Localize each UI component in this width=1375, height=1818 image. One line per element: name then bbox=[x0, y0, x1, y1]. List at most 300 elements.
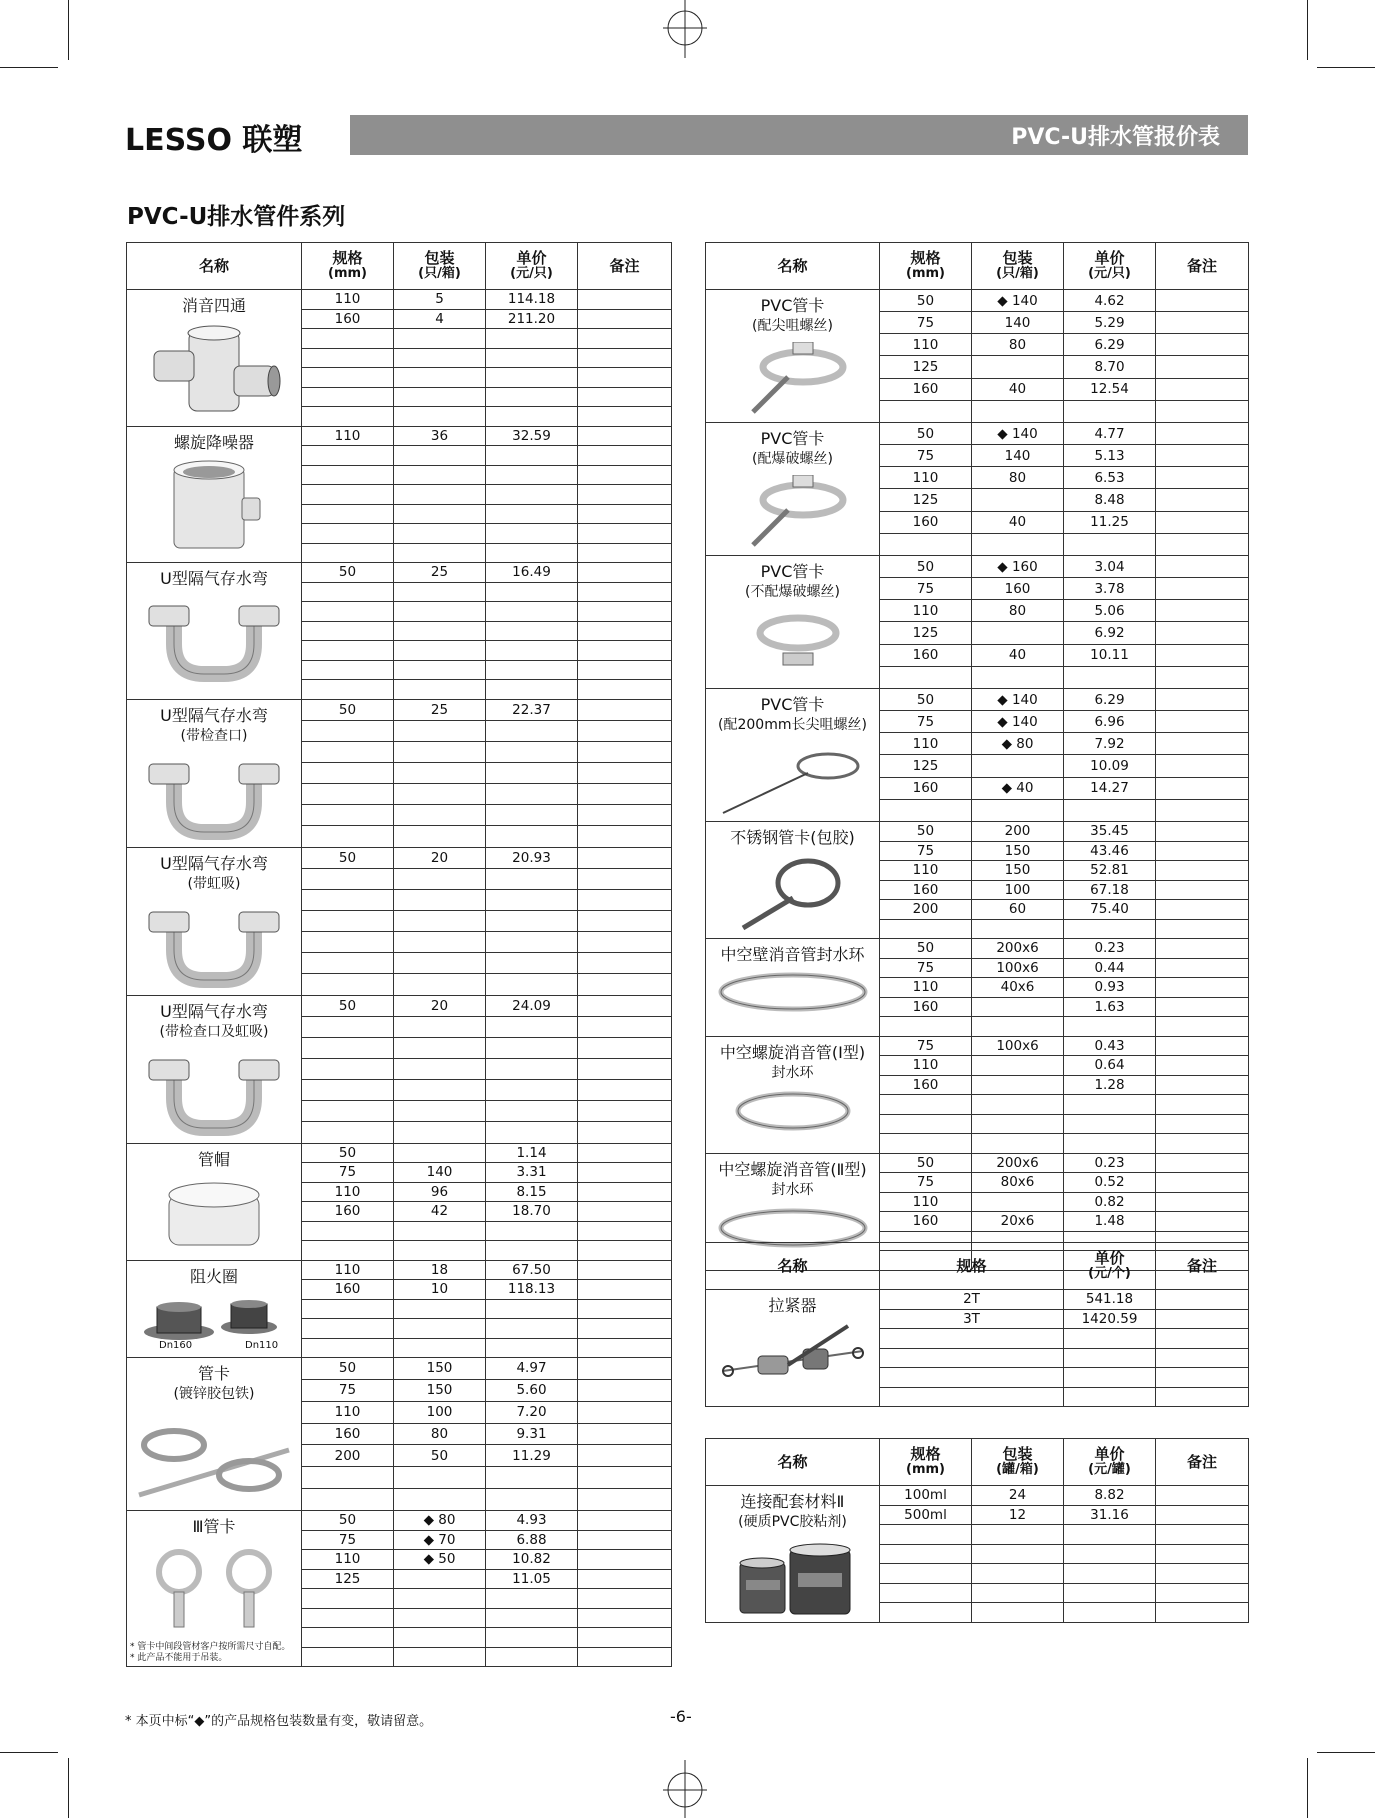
price-cell: 211.20 bbox=[486, 309, 578, 329]
spec-cell bbox=[302, 1608, 394, 1628]
note-cell bbox=[1156, 841, 1249, 861]
price-cell: 11.25 bbox=[1064, 511, 1156, 533]
note-cell bbox=[578, 974, 672, 995]
pack-cell bbox=[972, 489, 1064, 511]
price-cell: 3.04 bbox=[1064, 556, 1156, 578]
pack-cell bbox=[394, 720, 486, 741]
header-note: 备注 bbox=[1156, 1439, 1249, 1486]
note-cell bbox=[578, 602, 672, 622]
pack-cell bbox=[394, 1080, 486, 1101]
product-subtitle: (不配爆破螺丝) bbox=[745, 584, 840, 600]
table-row bbox=[127, 847, 672, 868]
pack-cell bbox=[972, 1075, 1064, 1095]
price-cell bbox=[486, 329, 578, 349]
price-cell bbox=[486, 932, 578, 953]
pack-cell bbox=[972, 622, 1064, 644]
spec-cell: 160 bbox=[302, 1423, 394, 1445]
price-cell bbox=[486, 348, 578, 368]
pack-cell: 150 bbox=[972, 861, 1064, 881]
pack-cell bbox=[394, 582, 486, 602]
header-note: 备注 bbox=[578, 243, 672, 290]
spec-cell: 75 bbox=[880, 711, 972, 733]
pack-cell: ◆ 140 bbox=[972, 290, 1064, 312]
price-cell bbox=[486, 680, 578, 700]
price-cell bbox=[486, 582, 578, 602]
note-cell bbox=[1156, 290, 1249, 312]
spec-cell bbox=[302, 889, 394, 910]
price-cell: 0.93 bbox=[1064, 978, 1156, 998]
note-cell bbox=[578, 563, 672, 583]
note-cell bbox=[578, 1401, 672, 1423]
pack-cell bbox=[394, 762, 486, 783]
spec-cell: 110 bbox=[880, 733, 972, 755]
note-cell bbox=[578, 543, 672, 563]
spec-cell: 125 bbox=[880, 356, 972, 378]
spec-cell bbox=[302, 1299, 394, 1319]
note-cell bbox=[578, 1016, 672, 1037]
pack-cell: ◆ 40 bbox=[972, 777, 1064, 799]
pack-cell: 150 bbox=[394, 1379, 486, 1401]
note-cell bbox=[1156, 799, 1249, 821]
note-cell bbox=[1156, 997, 1249, 1017]
pack-cell bbox=[394, 1338, 486, 1358]
seal-ring-image bbox=[713, 970, 873, 1020]
price-cell: 1420.59 bbox=[1064, 1309, 1156, 1329]
price-cell: 12.54 bbox=[1064, 378, 1156, 400]
pack-cell bbox=[972, 356, 1064, 378]
header-name: 名称 bbox=[127, 243, 302, 290]
table-row bbox=[706, 939, 1249, 959]
pack-cell bbox=[972, 533, 1064, 555]
pack-cell bbox=[394, 1489, 486, 1511]
price-cell bbox=[1064, 666, 1156, 688]
note-cell bbox=[578, 504, 672, 524]
price-cell bbox=[486, 889, 578, 910]
pack-cell: 20 bbox=[394, 995, 486, 1016]
spec-cell bbox=[302, 641, 394, 661]
price-cell: 7.20 bbox=[486, 1401, 578, 1423]
pack-cell bbox=[394, 641, 486, 661]
product-note: * 此产品不能用于吊装。 bbox=[130, 1653, 228, 1663]
spec-cell bbox=[302, 465, 394, 485]
note-cell bbox=[578, 329, 672, 349]
note-cell bbox=[578, 1358, 672, 1380]
spec-cell: 125 bbox=[880, 489, 972, 511]
spec-cell bbox=[302, 1080, 394, 1101]
price-cell bbox=[486, 762, 578, 783]
pack-cell bbox=[972, 919, 1064, 939]
product-subtitle: 封水环 bbox=[771, 1064, 814, 1081]
table-row bbox=[127, 290, 672, 310]
pack-cell: 40 bbox=[972, 511, 1064, 533]
price-cell bbox=[486, 1101, 578, 1122]
pack-cell: 40 bbox=[972, 644, 1064, 666]
note-cell bbox=[1156, 622, 1249, 644]
product-subtitle: (带检查口) bbox=[180, 727, 248, 744]
price-cell: 24.09 bbox=[486, 995, 578, 1016]
pack-cell bbox=[394, 1122, 486, 1143]
price-cell: 4.97 bbox=[486, 1358, 578, 1380]
stainless-clamp-image bbox=[723, 853, 863, 938]
pipe-clamp-image bbox=[134, 1410, 294, 1510]
pack-cell bbox=[972, 666, 1064, 688]
spec-cell: 50 bbox=[302, 847, 394, 868]
product-subtitle: (配爆破螺丝) bbox=[752, 451, 833, 467]
price-cell: 5.29 bbox=[1064, 312, 1156, 334]
price-cell: 22.37 bbox=[486, 699, 578, 720]
spec-cell bbox=[302, 387, 394, 407]
pack-cell: 50 bbox=[394, 1445, 486, 1467]
pack-cell: 10 bbox=[394, 1280, 486, 1300]
product-name: U型隔气存水弯 bbox=[160, 569, 268, 588]
pack-cell: 96 bbox=[394, 1182, 486, 1202]
spec-cell: 100ml bbox=[880, 1486, 972, 1506]
note-cell bbox=[578, 1628, 672, 1648]
pack-cell bbox=[394, 889, 486, 910]
crop-mark bbox=[68, 1758, 69, 1818]
price-cell: 0.23 bbox=[1064, 939, 1156, 959]
spec-cell bbox=[302, 1101, 394, 1122]
note-cell bbox=[1156, 445, 1249, 467]
doc-title: PVC-U排水管报价表 bbox=[1011, 125, 1220, 150]
note-cell bbox=[578, 524, 672, 544]
spec-cell bbox=[302, 910, 394, 931]
spec-cell bbox=[302, 329, 394, 349]
note-cell bbox=[1156, 711, 1249, 733]
note-cell bbox=[1156, 578, 1249, 600]
product-subtitle: (配尖咀螺丝) bbox=[752, 318, 833, 334]
note-cell bbox=[578, 1467, 672, 1489]
spec-cell bbox=[302, 485, 394, 505]
note-cell bbox=[578, 407, 672, 427]
price-cell: 10.09 bbox=[1064, 755, 1156, 777]
registration-mark-icon bbox=[660, 1760, 710, 1818]
note-cell bbox=[1156, 1056, 1249, 1076]
pack-cell bbox=[394, 953, 486, 974]
header-price: 单价 (元/只) bbox=[486, 243, 578, 290]
note-cell bbox=[1156, 1192, 1249, 1212]
spec-cell: 50 bbox=[302, 1358, 394, 1380]
spec-cell bbox=[302, 1628, 394, 1648]
header-price: 单价 (元/罐) bbox=[1064, 1439, 1156, 1486]
price-cell: 7.92 bbox=[1064, 733, 1156, 755]
table-row bbox=[127, 995, 672, 1016]
product-name: PVC管卡 bbox=[760, 296, 825, 315]
price-cell: 1.14 bbox=[486, 1143, 578, 1163]
pack-cell bbox=[972, 1056, 1064, 1076]
product-subtitle: (带检查口及虹吸) bbox=[159, 1023, 269, 1040]
pack-cell: 140 bbox=[972, 312, 1064, 334]
pack-cell bbox=[394, 387, 486, 407]
price-cell bbox=[486, 1221, 578, 1241]
price-cell: 4.62 bbox=[1064, 290, 1156, 312]
price-cell: 6.96 bbox=[1064, 711, 1156, 733]
spec-cell: 50 bbox=[302, 699, 394, 720]
pack-cell bbox=[394, 1058, 486, 1079]
pack-cell bbox=[972, 1095, 1064, 1115]
price-cell bbox=[1064, 799, 1156, 821]
u-trap-siphon-image bbox=[144, 900, 284, 995]
product-cell bbox=[706, 689, 880, 822]
spec-cell bbox=[302, 1058, 394, 1079]
product-cell bbox=[127, 995, 302, 1143]
price-cell: 6.53 bbox=[1064, 467, 1156, 489]
price-cell bbox=[486, 660, 578, 680]
note-cell bbox=[1156, 533, 1249, 555]
footnote: * 本页中标“◆”的产品规格包装数量有变，敬请留意。 bbox=[125, 1714, 433, 1729]
table-row bbox=[127, 699, 672, 720]
note-cell bbox=[1156, 1290, 1249, 1310]
spec-cell: 110 bbox=[880, 861, 972, 881]
pack-cell bbox=[394, 680, 486, 700]
price-cell: 1.48 bbox=[1064, 1212, 1156, 1232]
product-cell bbox=[127, 563, 302, 700]
spec-cell: 50 bbox=[880, 1153, 972, 1173]
note-cell bbox=[578, 932, 672, 953]
pack-cell: 200x6 bbox=[972, 939, 1064, 959]
pack-cell: 4 bbox=[394, 309, 486, 329]
spec-cell: 50 bbox=[880, 939, 972, 959]
product-name: 中空螺旋消音管(Ⅱ型) bbox=[718, 1159, 867, 1179]
pack-cell: 42 bbox=[394, 1202, 486, 1222]
price-cell bbox=[486, 1628, 578, 1648]
pack-cell: 160 bbox=[972, 578, 1064, 600]
price-cell: 14.27 bbox=[1064, 777, 1156, 799]
product-cell bbox=[706, 423, 880, 556]
price-cell: 3.31 bbox=[486, 1163, 578, 1183]
spec-cell: 160 bbox=[880, 777, 972, 799]
price-cell bbox=[1064, 919, 1156, 939]
price-cell: 8.82 bbox=[1064, 1486, 1156, 1506]
product-cell bbox=[127, 1260, 302, 1358]
pack-cell: 80 bbox=[394, 1423, 486, 1445]
product-cell bbox=[127, 1511, 302, 1667]
header-spec: 规格 (mm) bbox=[880, 1439, 972, 1486]
pack-cell bbox=[394, 465, 486, 485]
price-cell: 5.06 bbox=[1064, 600, 1156, 622]
spec-cell bbox=[302, 524, 394, 544]
price-cell: 5.13 bbox=[1064, 445, 1156, 467]
spec-cell: 160 bbox=[880, 511, 972, 533]
spec-cell bbox=[880, 799, 972, 821]
price-cell: 67.50 bbox=[486, 1260, 578, 1280]
pack-cell: ◆ 140 bbox=[972, 689, 1064, 711]
spec-cell: 110 bbox=[302, 1182, 394, 1202]
spec-cell: 160 bbox=[880, 997, 972, 1017]
note-cell bbox=[578, 426, 672, 446]
pack-cell bbox=[394, 504, 486, 524]
size-label: Dn110 bbox=[245, 1340, 279, 1351]
price-cell bbox=[486, 1122, 578, 1143]
spec-cell bbox=[302, 660, 394, 680]
u-trap-image bbox=[144, 594, 284, 689]
spec-cell: 110 bbox=[880, 600, 972, 622]
note-cell bbox=[1156, 1212, 1249, 1232]
spec-cell bbox=[880, 400, 972, 422]
note-cell bbox=[578, 387, 672, 407]
crop-mark bbox=[1307, 1758, 1308, 1818]
table-row bbox=[706, 689, 1249, 711]
spec-cell: 75 bbox=[302, 1163, 394, 1183]
note-cell bbox=[578, 1163, 672, 1183]
price-cell: 0.64 bbox=[1064, 1056, 1156, 1076]
tensioner-image bbox=[718, 1321, 868, 1391]
note-cell bbox=[578, 910, 672, 931]
note-cell bbox=[1156, 356, 1249, 378]
product-cell bbox=[706, 939, 880, 1037]
note-cell bbox=[578, 641, 672, 661]
spec-cell bbox=[880, 1095, 972, 1115]
pack-cell: 80x6 bbox=[972, 1173, 1064, 1193]
note-cell bbox=[1156, 312, 1249, 334]
product-name: 消音四通 bbox=[181, 296, 246, 315]
price-cell bbox=[486, 504, 578, 524]
price-cell: 18.70 bbox=[486, 1202, 578, 1222]
price-cell bbox=[1064, 1134, 1156, 1154]
price-cell bbox=[486, 1489, 578, 1511]
product-name: 中空螺旋消音管(Ⅰ型) bbox=[719, 1042, 866, 1062]
spec-cell: 160 bbox=[302, 309, 394, 329]
note-cell bbox=[1156, 939, 1249, 959]
note-cell bbox=[1156, 755, 1249, 777]
header-spec: 规格 (mm) bbox=[302, 243, 394, 290]
spec-cell bbox=[302, 1589, 394, 1609]
pack-cell bbox=[394, 826, 486, 847]
pack-cell bbox=[394, 1647, 486, 1667]
note-cell bbox=[578, 309, 672, 329]
price-cell: 6.29 bbox=[1064, 334, 1156, 356]
spec-cell: 50 bbox=[302, 995, 394, 1016]
pack-cell: 140 bbox=[394, 1163, 486, 1183]
pack-cell: 18 bbox=[394, 1260, 486, 1280]
spec-cell bbox=[302, 1467, 394, 1489]
product-cell bbox=[706, 1486, 880, 1623]
price-cell: 1.63 bbox=[1064, 997, 1156, 1017]
page-number: -6- bbox=[670, 1707, 692, 1726]
spec-cell bbox=[302, 621, 394, 641]
spec-cell: 75 bbox=[880, 1173, 972, 1193]
price-cell: 0.44 bbox=[1064, 958, 1156, 978]
price-cell: 3.78 bbox=[1064, 578, 1156, 600]
spec-cell bbox=[302, 1647, 394, 1667]
spec-cell bbox=[302, 1016, 394, 1037]
spec-cell: 110 bbox=[302, 290, 394, 310]
price-cell bbox=[486, 974, 578, 995]
price-cell: 0.82 bbox=[1064, 1192, 1156, 1212]
pack-cell: ◆ 50 bbox=[394, 1550, 486, 1570]
price-cell bbox=[486, 543, 578, 563]
price-cell bbox=[486, 784, 578, 805]
product-subtitle: (配200mm长尖咀螺丝) bbox=[718, 717, 867, 733]
table-row bbox=[706, 556, 1249, 578]
pvc-clamp-expansion-image bbox=[723, 475, 863, 555]
pack-cell: 200 bbox=[972, 822, 1064, 842]
product-name: PVC管卡 bbox=[760, 562, 825, 581]
pack-cell bbox=[972, 400, 1064, 422]
note-cell bbox=[578, 1589, 672, 1609]
price-cell bbox=[486, 1647, 578, 1667]
price-cell bbox=[1064, 1017, 1156, 1037]
note-cell bbox=[1156, 1505, 1249, 1525]
price-cell: 0.23 bbox=[1064, 1153, 1156, 1173]
spec-cell: 125 bbox=[880, 622, 972, 644]
note-cell bbox=[578, 784, 672, 805]
pack-cell: 20x6 bbox=[972, 1212, 1064, 1232]
header-spec: 规格 (mm) bbox=[880, 243, 972, 290]
header-price: 单价 (元/只) bbox=[1064, 243, 1156, 290]
note-cell bbox=[578, 805, 672, 826]
note-cell bbox=[578, 1445, 672, 1467]
note-cell bbox=[1156, 822, 1249, 842]
price-cell bbox=[486, 1058, 578, 1079]
pack-cell bbox=[394, 1241, 486, 1261]
note-cell bbox=[1156, 1309, 1249, 1329]
note-cell bbox=[578, 868, 672, 889]
header-pack: 包装 (罐/箱) bbox=[972, 1439, 1064, 1486]
spec-cell bbox=[880, 533, 972, 555]
pack-cell: 80 bbox=[972, 467, 1064, 489]
note-cell bbox=[1156, 378, 1249, 400]
price-cell bbox=[486, 910, 578, 931]
product-subtitle: 封水环 bbox=[771, 1181, 814, 1198]
note-cell bbox=[578, 1280, 672, 1300]
spec-cell: 110 bbox=[302, 426, 394, 446]
pack-cell bbox=[394, 805, 486, 826]
spec-cell bbox=[302, 1037, 394, 1058]
note-cell bbox=[1156, 1036, 1249, 1056]
note-cell bbox=[578, 1569, 672, 1589]
note-cell bbox=[1156, 489, 1249, 511]
price-cell: 9.31 bbox=[486, 1423, 578, 1445]
spec-cell bbox=[302, 582, 394, 602]
note-cell bbox=[578, 1122, 672, 1143]
spec-cell bbox=[302, 805, 394, 826]
note-cell bbox=[578, 290, 672, 310]
series-title: PVC-U排水管件系列 bbox=[127, 204, 346, 230]
note-cell bbox=[1156, 880, 1249, 900]
spec-cell: 110 bbox=[302, 1401, 394, 1423]
price-cell: 1.28 bbox=[1064, 1075, 1156, 1095]
four-way-tee-image bbox=[144, 321, 284, 421]
pack-cell bbox=[394, 1221, 486, 1241]
note-cell bbox=[578, 1489, 672, 1511]
price-cell bbox=[486, 953, 578, 974]
product-cell bbox=[127, 1358, 302, 1511]
pack-cell: 140 bbox=[972, 445, 1064, 467]
pvc-clamp-200mm-image bbox=[718, 741, 868, 821]
price-cell: 32.59 bbox=[486, 426, 578, 446]
product-cell bbox=[706, 1036, 880, 1153]
price-cell: 6.29 bbox=[1064, 689, 1156, 711]
pack-cell: ◆ 160 bbox=[972, 556, 1064, 578]
note-cell bbox=[1156, 689, 1249, 711]
left-price-table bbox=[126, 242, 672, 1667]
note-cell bbox=[578, 1299, 672, 1319]
tensioner-table bbox=[705, 1242, 1249, 1407]
pack-cell bbox=[972, 799, 1064, 821]
table-row bbox=[706, 1036, 1249, 1056]
spec-cell bbox=[302, 720, 394, 741]
pack-cell bbox=[972, 997, 1064, 1017]
table-row bbox=[127, 1143, 672, 1163]
price-cell bbox=[486, 602, 578, 622]
spec-cell: 50 bbox=[302, 563, 394, 583]
header-name: 名称 bbox=[706, 1439, 880, 1486]
spec-cell bbox=[880, 1114, 972, 1134]
price-cell bbox=[486, 407, 578, 427]
spec-cell: 75 bbox=[880, 841, 972, 861]
spec-cell bbox=[302, 868, 394, 889]
